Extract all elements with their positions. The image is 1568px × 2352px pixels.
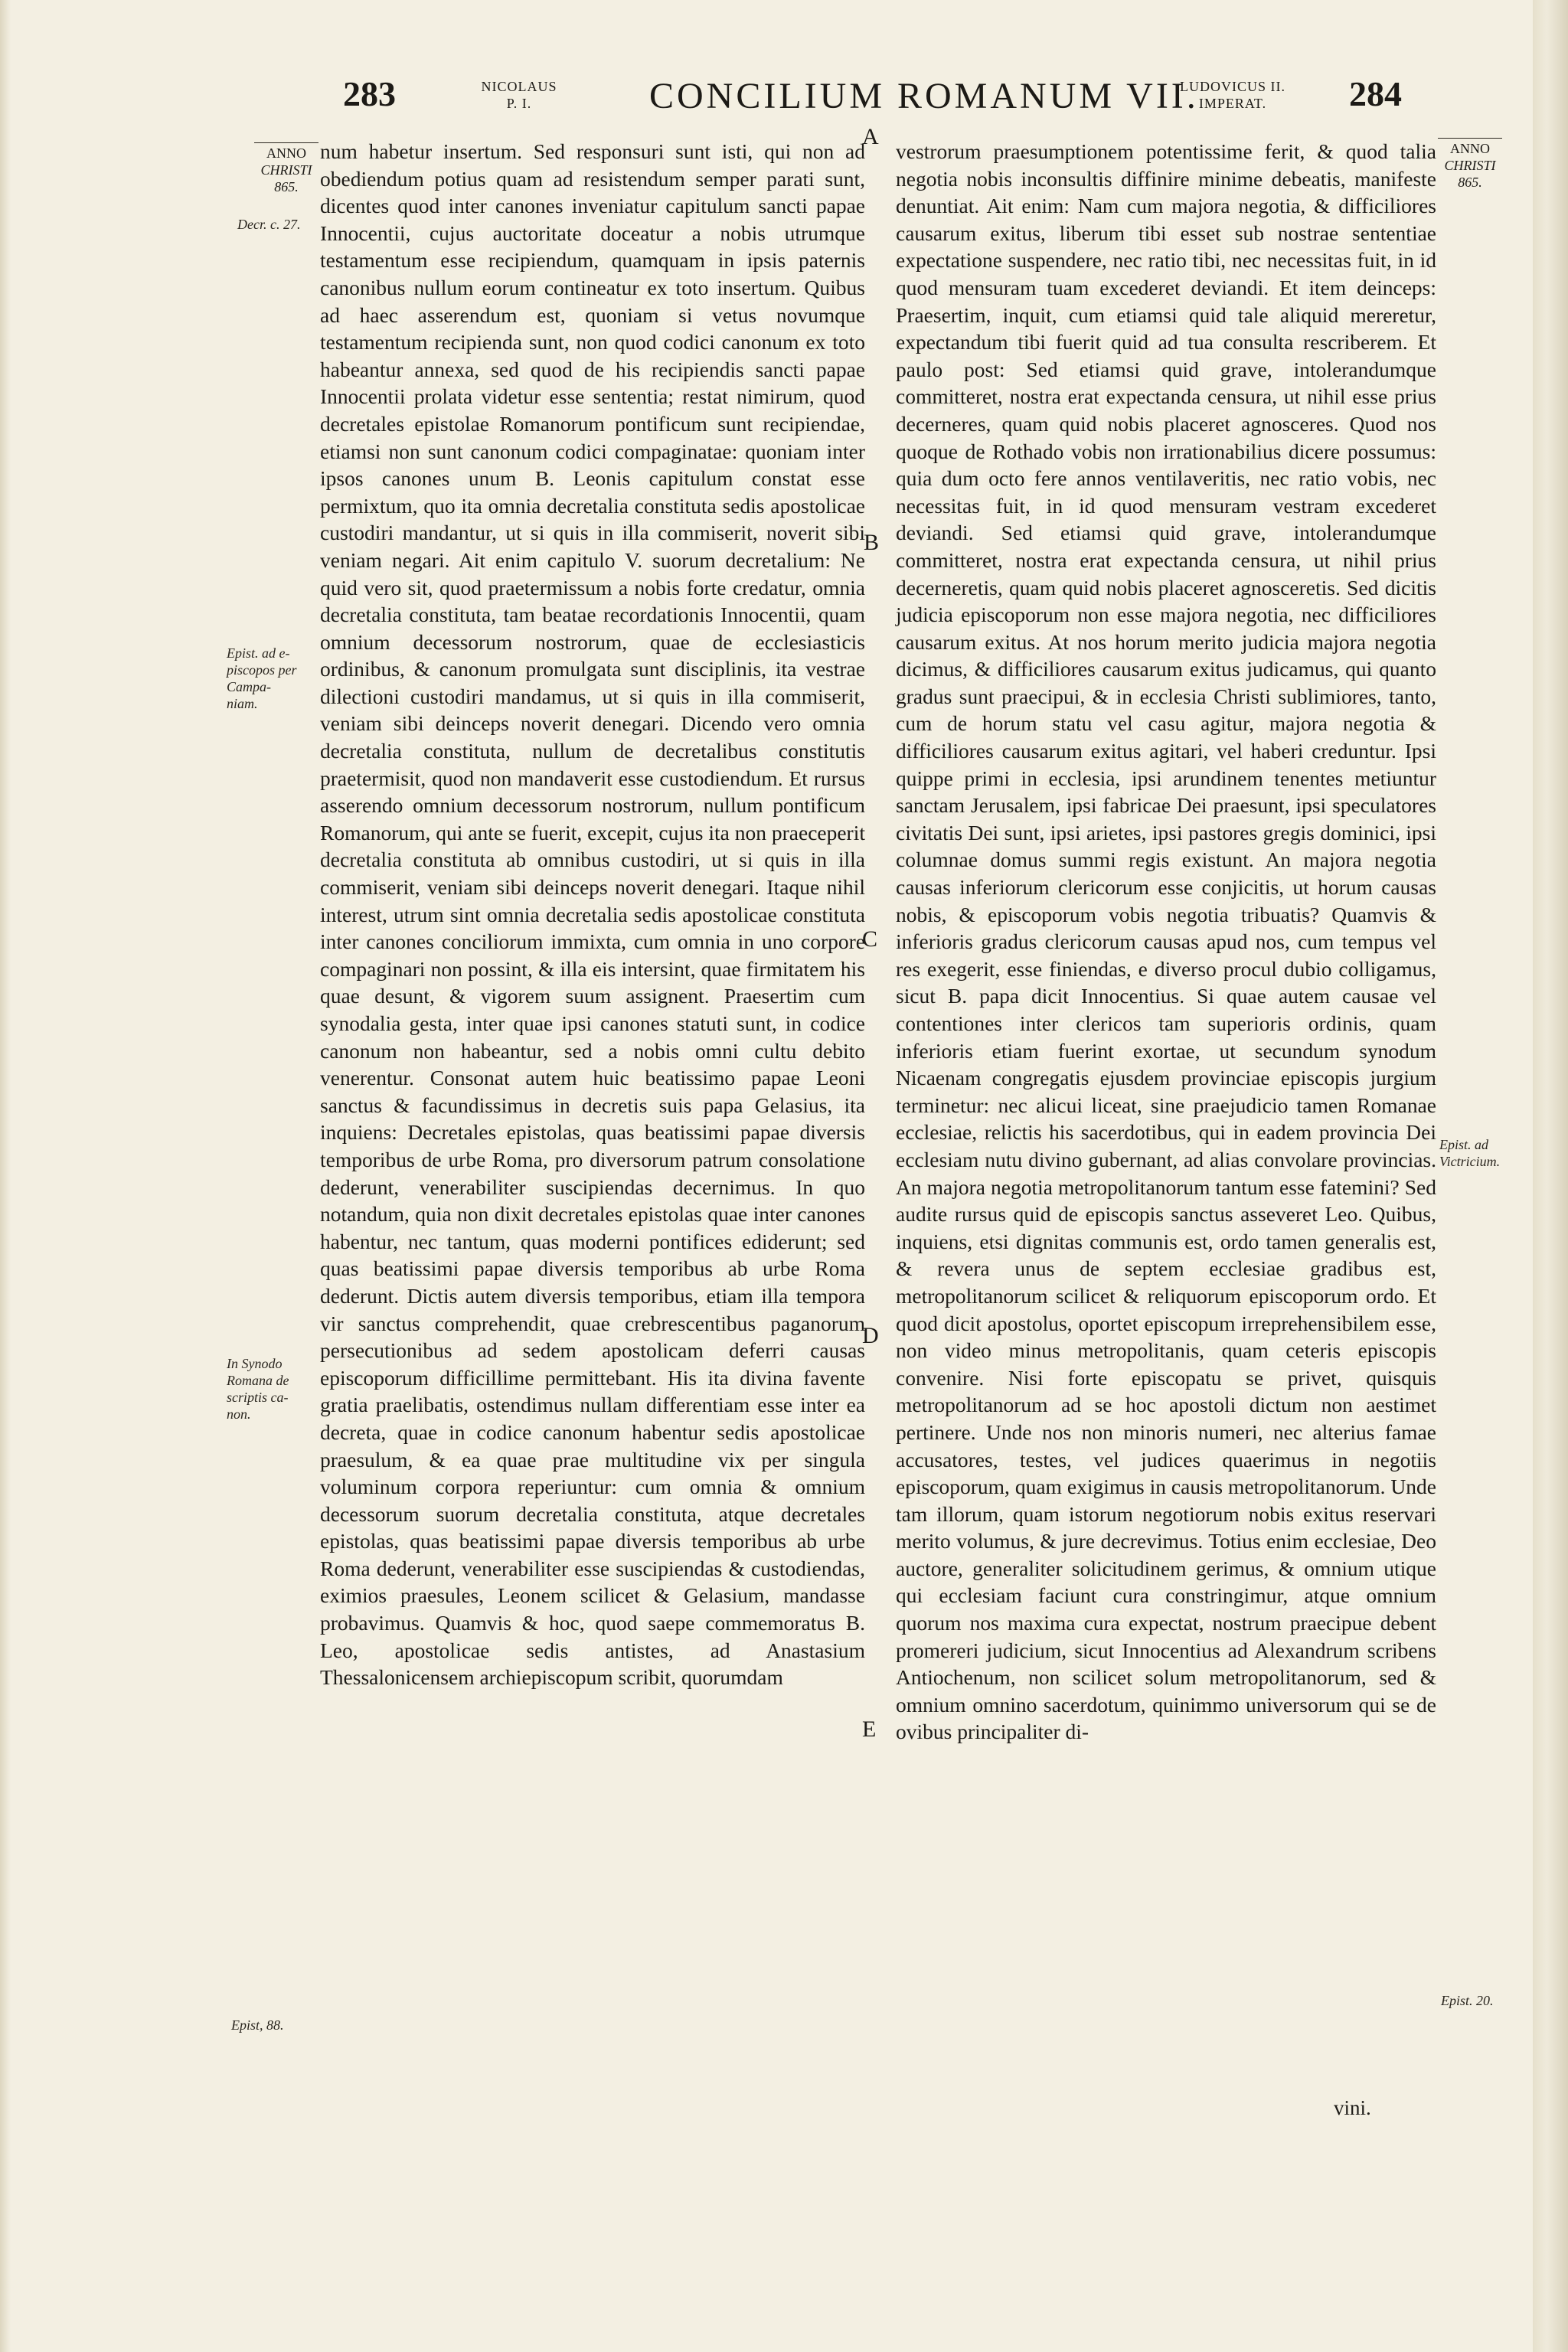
margin-note-epist-victricium: Epist. ad Victricium. xyxy=(1439,1137,1501,1169)
running-head-pope-name: NICOLAUS xyxy=(481,79,557,94)
margin-note-synodo-romana: In Synodo Romana de scriptis ca- non. xyxy=(227,1356,289,1422)
anno-year: 865. xyxy=(274,179,299,194)
running-header xyxy=(0,67,1568,129)
running-title: CONCILIUM ROMANUM VII. xyxy=(649,76,1199,116)
page-fore-edge xyxy=(1533,0,1568,2352)
running-head-emperor-name: LUDOVICUS II. xyxy=(1180,79,1285,94)
text-column-right xyxy=(896,138,1436,1746)
running-head-emperor xyxy=(1164,78,1302,112)
anno-label: ANNO xyxy=(254,142,318,162)
christi-label: CHRISTI xyxy=(260,162,312,178)
section-letter-a: A xyxy=(862,124,879,149)
margin-note-epist-88: Epist, 88. xyxy=(231,2017,284,2033)
right-column-text: vestrorum praesumptionem potentissime ferit, & quod talia negotia nobis inconsultis diffinire minime debeatis, manifeste denuntiat. Ait enim: Nam cum majora negotia, & difficiliores causarum exitus, liberum tibi esset sub nostrae sententiae expectatione suspendere, nec ratio tibi, nec necessitas fuit, in id quod mensuram tuam excederet deviandi. Et item deinceps: Praesertim, inquit, cum etiamsi quid tale aliquid mereretur, expectandum tibi fuerit quid ad tua consulta rescriberem. Et paulo post: Sed etiamsi quid grave, intolerandumque committeret, nostra erat expectanda censura, ut nihil esse prius decerneres, quam quid nobis placeret agnosceres. Quod nos quoque de Rothado vobis non irrationabilius dicere possumus: quia dum octo fere annos ventilaveritis, nec ratio vobis, nec necessitas fuit, in id quod mensuram vestram excederet deviandi. Sed etiamsi quid grave, intolerandumque committeret, nostra erat expectanda censura, ut nihil prius decerneretis, quam quid nobis placeret agnosceretis. Sed dicitis judicia episcoporum non esse majora negotia, nec difficiliores causarum exitus. At nos horum merito judicia majora negotia dicimus, & difficiliores causarum exitus judicamus, qui quanto gradus sunt praecipui, & in ecclesia Christi sublimiores, tanto, cum de horum statu vel casu agitur, majora negotia & difficiliores causarum exitus agitari, vel haberi creduntur. Ipsi quippe primi in ecclesia, ipsi arundinem tenentes metiuntur sanctam Jerusalem, ipsi fabricae Dei praesunt, ipsi speculatores civitatis Dei sunt, ipsi arietes, ipsi pastores gregis dominici, ipsi columnae domus summi regis existunt. An majora negotia causas inferiorum clericorum esse conjicitis, ut horum causas nobis, & episcoporum vobis negotia tribuatis? Quamvis & inferioris gradus clericorum causas apud nos, cum tempus vel res exegerit, esse finiendas, e diverso procul dubio colligamus, sicut B. papa dicit Innocentius. Si quae autem causae vel contentiones inter clericos tam superioris ordinis, quam inferioris etiam fuerint exortae, ut secundum synodum Nicaenam congregatis ejusdem provinciae episcopis jurgium terminetur: nec alicui liceat, sine praejudicio tamen Romanae ecclesiae, relictis his sacerdotibus, qui in eadem provincia Dei ecclesiam nutu divino gubernant, ad alias convolare provincias. An majora negotia metropolitanorum tantum esse fatemini? Sed audite rursus quid de episcopis sanctus asseveret Leo. Quibus, inquiens, etsi dignitas communis est, ordo tamen generalis est, & revera unus de septem ecclesiae gradibus est, metropolitanorum scilicet & reliquorum episcoporum ordo. Et quod dicit apostolus, oportet episcopum irreprehensibilem esse, non video minus metropolitanis, quam ceteris episcopis convenire. Nisi forte episcopatu se privet, quisquis metropolitanorum ad se hoc apostoli dictum non aestimet pertinere. Unde nos non minoris numeri, nec alterius famae accusatores, testes, vel judices quaerimus in negotiis episcoporum, quam exigimus in causis metropolitanorum. Unde tam illorum, quam istorum negotiorum nobis exitus reservari merito volumus, & jure decrevimus. Totius enim ecclesiae, Deo auctore, generaliter solicitudinem gerimus, & omnium utique qui ecclesiam faciunt cura constringimur, atque omnium quorum nos maxima cura expectat, nostrum praecipue debent promereri judicium, sicut Innocentius ad Alexandrum scribens Antiochenum, non scilicet solum metropolitanorum, sed & omnium omnino sacerdotum, quinimmo universorum qui se de ovibus principaliter di- xyxy=(896,139,1436,1744)
page-gutter-shadow xyxy=(0,0,11,2352)
margin-note-epist-campania: Epist. ad e- piscopos per Campa- niam. xyxy=(227,645,297,711)
page-number-right: 284 xyxy=(1349,74,1402,113)
page-number-left: 283 xyxy=(343,74,396,113)
anno-christi-left xyxy=(254,142,318,195)
anno-christi-right xyxy=(1438,138,1502,191)
running-head-emperor-title: IMPERAT. xyxy=(1198,96,1267,111)
christi-label: CHRISTI xyxy=(1444,158,1496,173)
running-head-pope-number: P. I. xyxy=(506,96,532,111)
margin-note-epist-20: Epist. 20. xyxy=(1441,1993,1494,2008)
left-column-text: num habetur insertum. Sed responsuri sunt isti, qui non ad obediendum potius quam ad resistendum semper parati sunt, dicentes quod inter canones inveniatur capitulum sancti papae Innocentii, cujus auctoritate doceatur a nobis utrumque testamentum esse recipiendum, quamquam in ipsis paternis canonibus nullum eorum contineatur ex toto insertum. Quibus ad haec asserendum est, quoniam si vetus novumque testamentum recipienda sunt, non quod codici canonum ex toto habeantur annexa, sed quod de his recipiendis sancti papae Innocentii prolata videtur esse sententia; restat nimirum, quod decretales epistolae Romanorum pontificum sunt recipiendae, etiamsi non sunt canonum codici compaginatae: quoniam inter ipsos canones unum B. Leonis capitulum constat esse permixtum, quo ita omnia decretalia constituta sedis apostolicae custodiri mandantur, ut si quis in illa commiserit, noverit sibi veniam negari. Ait enim capitulo V. suorum decretalium: Ne quid vero sit, quod praetermissum a nobis forte credatur, omnia decretalia constituta, tam beatae recordationis Innocentii, quam omnium decessorum nostrorum, quae de ecclesiasticis ordinibus, & canonum promulgata sunt disciplinis, ita vestrae dilectioni custodiri mandamus, ut si quis in illa commiserit, veniam sibi deinceps noverit denegari. Dicendo vero omnia decretalia constituta, nullum de decretalibus constitutis praetermisit, quod non mandaverit esse custodiendum. Et rursus asserendo omnium decessorum nostrorum, nullum pontificum Romanorum, qui ante se fuerit, excepit, cujus ita non praeceperit decretalia constituta ab omnibus custodiri, ut si quis in illa commiserit, veniam sibi deinceps noverit denegari. Itaque nihil interest, utrum sint omnia decretalia sedis apostolicae constituta inter canones conciliorum immixta, cum omnia in uno corpore compaginari non possint, & illa eis intersint, quae firmitatem his quae desunt, & vigorem suum assignent. Praesertim cum synodalia gesta, inter quae ipsi canones statuti sunt, in codice canonum non habeantur, sed a nobis omni cultu debito venerentur. Consonat autem huic beatissimo papae Leoni sanctus & facundissimus in decretis suis papa Gelasius, ita inquiens: Decretales epistolas, quas beatissimi papae diversis temporibus de urbe Roma, pro diversorum patrum consolatione dederunt, venerabiliter suscipiendas decernimus. In quo notandum, quia non dixit decretales epistolas quae inter canones habentur, nec tantum, quas moderni pontifices ediderunt; sed quas beatissimi papae diversis temporibus ab urbe Roma dederunt. Dictis autem diversis temporibus, etiam illa tempora vir sanctus comprehendit, quae crebrescentibus paganorum persecutionibus ad sedem apostolicam deferri causas episcoporum difficillime permittebant. His ita divina favente gratia praelibatis, ostendimus nullam differentiam esse inter ea decreta, quae in codice canonum habentur sedis apostolicae praesulum, & ea quae prae multitudine vix per singula voluminum corpora reperiuntur: cum omnia & omnium decessorum suorum decretalia constituta, atque decretales epistolas, quas beatissimi papae diversis temporibus ab urbe Roma dederunt, venerabiliter esse suscipiendas & custodiendas, eximios praesules, Leonem scilicet & Gelasium, mandasse probavimus. Quamvis & hoc, quod saepe commemoratus B. Leo, apostolicae sedis antistes, ad Anastasium Thessalonicensem archiepiscopum scribit, quorumdam xyxy=(320,139,865,1690)
margin-note-decr: Decr. c. 27. xyxy=(237,217,301,232)
running-head-pope xyxy=(473,78,565,112)
section-letter-b: B xyxy=(864,530,880,555)
text-column-left xyxy=(320,138,865,1691)
section-letter-d: D xyxy=(862,1323,879,1348)
catchword: vini. xyxy=(1334,2096,1371,2119)
anno-label: ANNO xyxy=(1438,138,1502,157)
anno-year: 865. xyxy=(1458,175,1482,190)
section-letter-c: C xyxy=(862,926,878,952)
section-letter-e: E xyxy=(862,1717,877,1742)
